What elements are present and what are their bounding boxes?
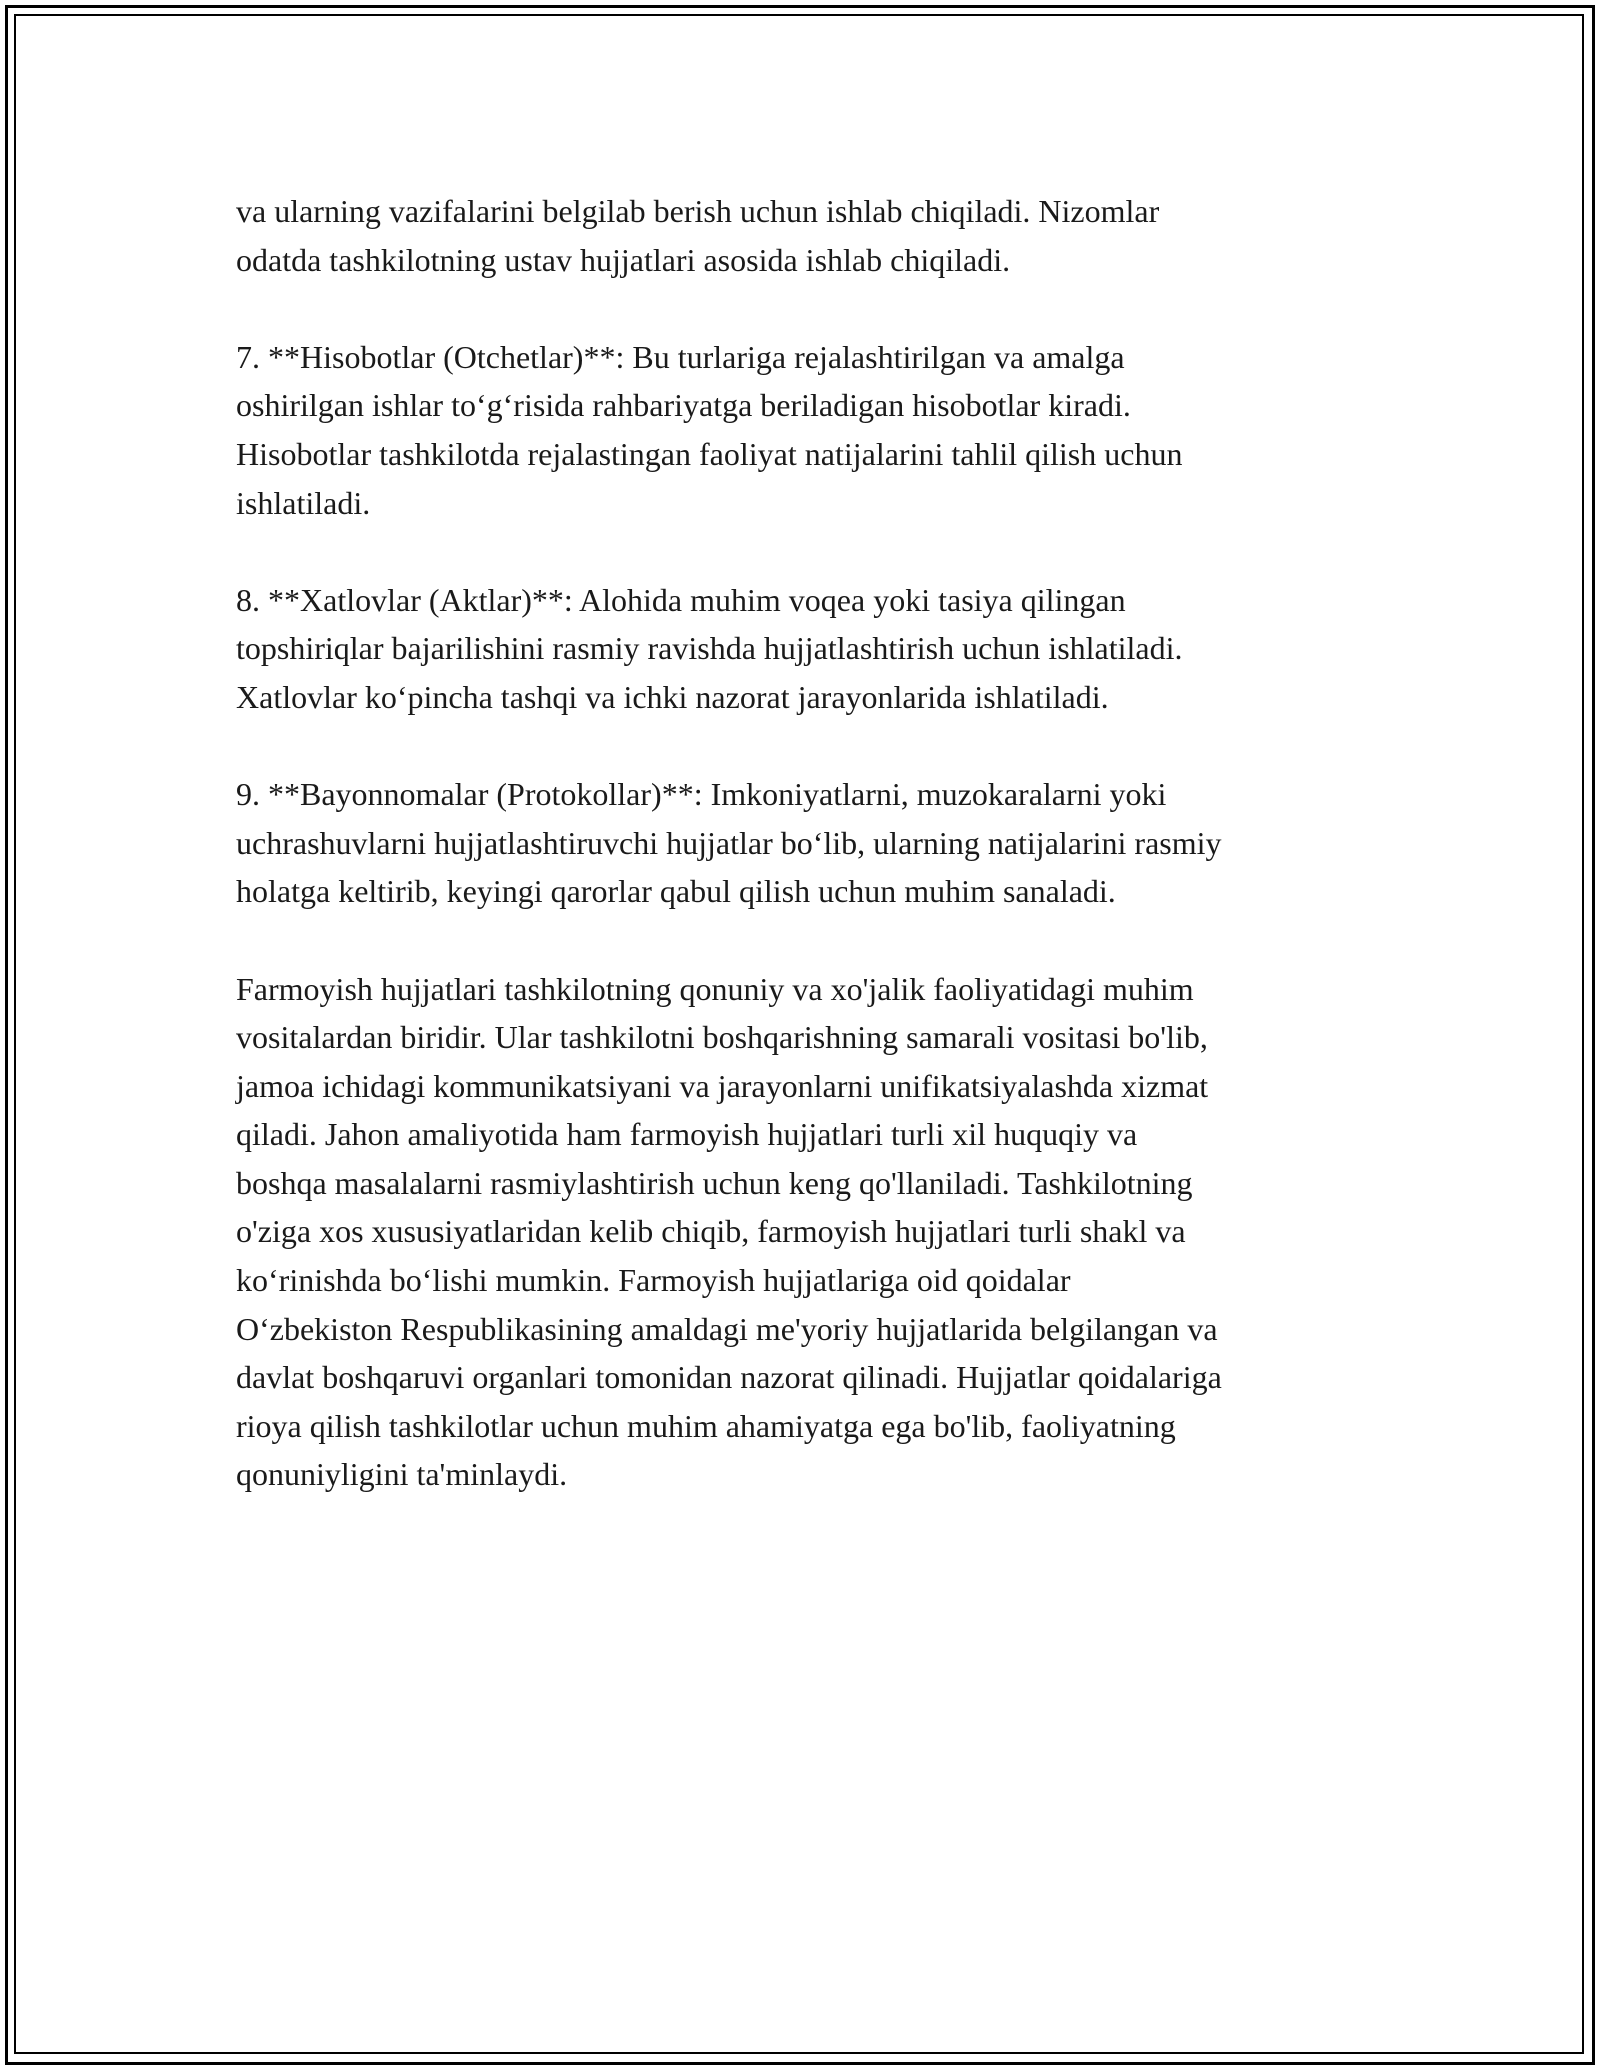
document-body: [236, 187, 1386, 1499]
paragraph-nizomlar-continuation: va ularning vazifalarini belgilab berish uchun ishlab chiqiladi. Nizomlar odatda tashkilotning ustav hujjatlari asosida ishlab chiqiladi.: [236, 193, 1160, 278]
paragraph-bayonnomalar: 9. **Bayonnomalar (Protokollar)**: Imkoniyatlarni, muzokaralarni yoki uchrashuvlarni hujjatlashtiruvchi hujjatlar bo‘lib, ularning natijalarini rasmiy holatga keltirib, keyingi qarorlar qabul qilish uchun muhim sanaladi.: [236, 776, 1222, 910]
paragraph-xatlovlar: 8. **Xatlovlar (Aktlar)**: Alohida muhim voqea yoki tasiya qilingan topshiriqlar bajarilishini rasmiy ravishda hujjatlashtirish uchun ishlatiladi. Xatlovlar ko‘pincha tashqi va ichki nazorat jarayonlarida ishlatiladi.: [236, 581, 1183, 715]
paragraph-conclusion: Farmoyish hujjatlari tashkilotning qonuniy va xo'jalik faoliyatidagi muhim vositalardan biridir. Ular tashkilotni boshqarishning samarali vositasi bo'lib, jamoa ichidagi kommunikatsiyani va jarayonlarni unifikatsiyalashda xizmat qiladi. Jahon amaliyotida ham farmoyish hujjatlari turli xil huquqiy va boshqa masalalarni rasmiylashtirish uchun keng qo'llaniladi. Tashkilotning o'ziga xos xususiyatlaridan kelib chiqib, farmoyish hujjatlari turli shakl va ko‘rinishda bo‘lishi mumkin. Farmoyish hujjatlariga oid qoidalar O‘zbekiston Respublikasining amaldagi me'yoriy hujjatlarida belgilangan va davlat boshqaruvi organlari tomonidan nazorat qilinadi. Hujjatlar qoidalariga rioya qilish tashkilotlar uchun muhim ahamiyatga ega bo'lib, faoliyatning qonuniyligini ta'minlaydi.: [236, 970, 1222, 1493]
paragraph-hisobotlar: 7. **Hisobotlar (Otchetlar)**: Bu turlariga rejalashtirilgan va amalga oshirilgan ishlar to‘g‘risida rahbariyatga beriladigan hisobotlar kiradi. Hisobotlar tashkilotda rejalastingan faoliyat natijalarini tahlil qilish uchun ishlatiladi.: [236, 338, 1183, 521]
